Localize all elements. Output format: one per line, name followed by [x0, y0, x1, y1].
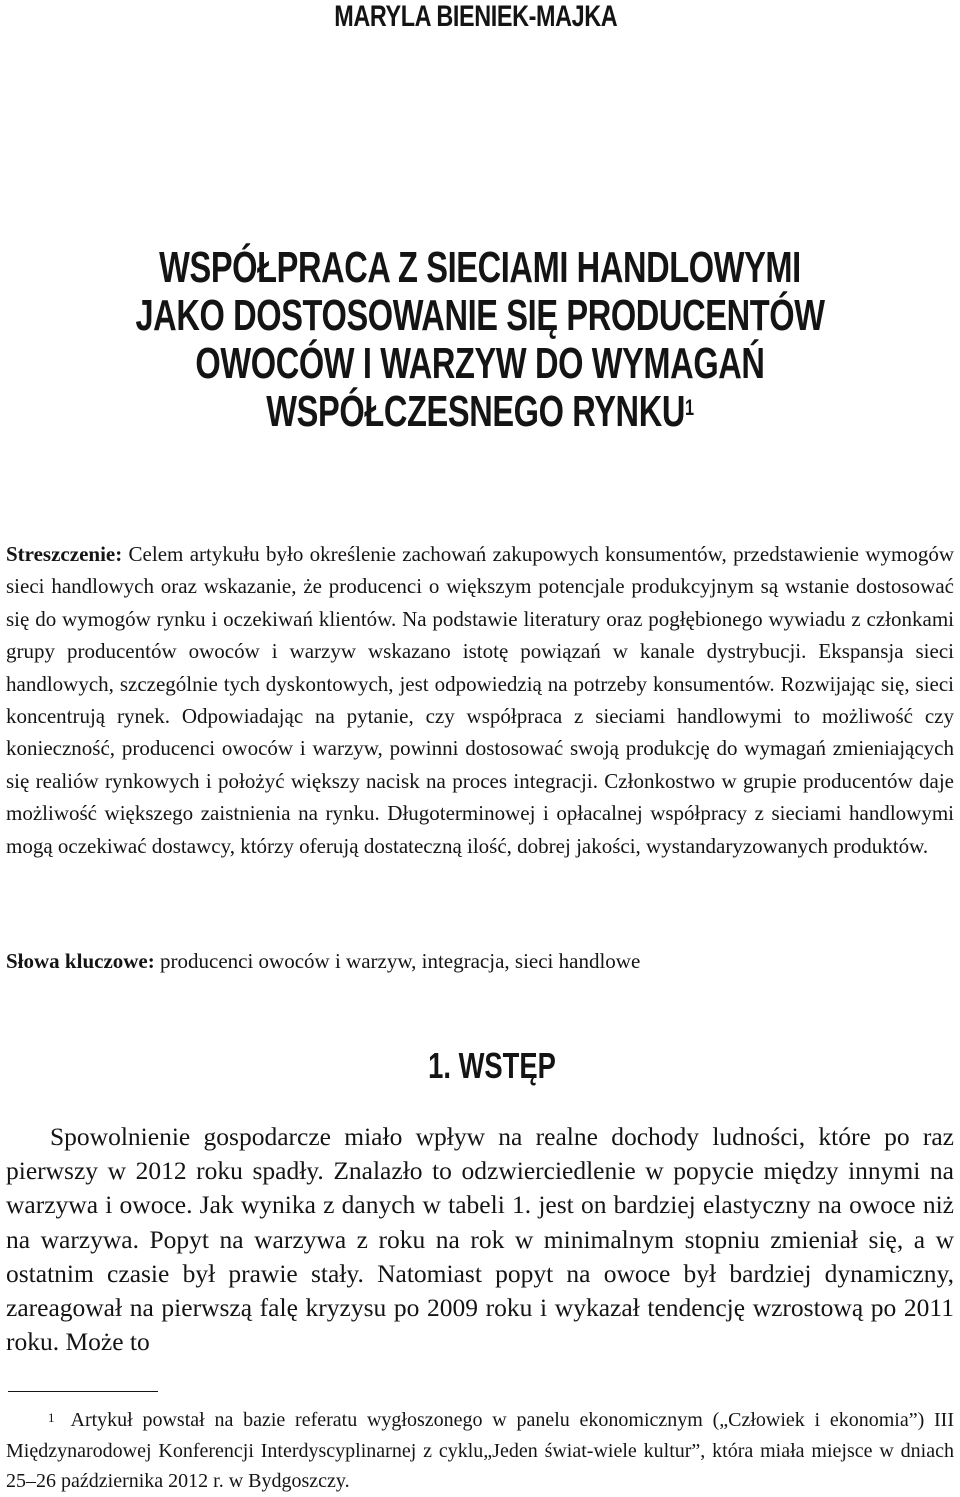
abstract [6, 538, 954, 862]
title-line-3: OWOCÓW I WARZYW DO WYMAGAŃ [195, 339, 765, 388]
title-line-4 [125, 388, 835, 436]
footnote [6, 1405, 954, 1497]
article-title [0, 244, 960, 436]
footnote-mark: 1 [48, 1410, 55, 1425]
body-paragraph: Spowolnienie gospodarcze miało wpływ na realne dochody ludności, które po raz pierwszy w 2012 roku spadły. Znalazło to odzwierciedlenie w popycie między innymi na warzywa i owoce. Jak wynika z danych w tabeli 1. jest on bardziej elastyczny na owoce niż na warzywa. Popyt na warzywa z roku na rok w minimalnym stopniu zmieniał się, a w ostatnim czasie był prawie stały. Natomiast popyt na owoce był bardziej dynamiczny, zareagował na pierwszą falę kryzysu po 2009 roku i wykazał tendencję wzrostową po 2011 roku. Może to [6, 1122, 954, 1357]
footnote-divider [8, 1391, 158, 1392]
author-name: MARYLA BIENIEK-MAJKA [334, 0, 618, 33]
title-line-1: WSPÓŁPRACA Z SIECIAMI HANDLOWYMI [159, 243, 801, 292]
abstract-label: Streszczenie: [6, 542, 123, 566]
section-heading-text: 1. WSTĘP [428, 1045, 556, 1086]
keywords [6, 945, 954, 977]
title-line-4-text: WSPÓŁCZESNEGO RYNKU [266, 387, 685, 436]
footnote-text: Artykuł powstał na bazie referatu wygłoszonego w panelu ekonomicznym („Człowiek i ekonomia”) III Międzynarodowej Konferencji Interdyscyplinarnej z cyklu„Jeden świat-wiele kultur”, która miała miejsce w dniach 25–26 października 2012 r. w Bydgoszczy. [6, 1409, 954, 1492]
keywords-text: producenci owoców i warzyw, integracja, sieci handlowe [160, 949, 641, 973]
title-line-2: JAKO DOSTOSOWANIE SIĘ PRODUCENTÓW [135, 291, 825, 340]
abstract-text: Celem artykułu było określenie zachowań zakupowych konsumentów, przedstawienie wymogów sieci handlowych oraz wskazanie, że producenci o większym potencjale produkcyjnym są wstanie dostosować się do wymogów rynku i oczekiwań klientów. Na podstawie literatury oraz pogłębionego wywiadu z członkami grupy producentów owoców i warzyw wskazano istotę powiązań w kanale dystrybucji. Ekspansja sieci handlowych, szczególnie tych dyskontowych, jest odpowiedzią na potrzeby konsumentów. Rozwijając się, sieci koncentrują rynek. Odpowiadając na pytanie, czy współpraca z sieciami handlowymi to możliwość czy konieczność, producenci owoców i warzyw, powinni dostosować swoją produkcję do wymagań zmieniających się realiów rynkowych i położyć większy nacisk na proces integracji. Członkostwo w grupie producentów daje możliwość większego zaistnienia na rynku. Długoterminowej i opłacalnej współpracy z sieciami handlowymi mogą oczekiwać dostawcy, którzy oferują dostateczną ilość, dobrej jakości, wystandaryzowanych produktów. [6, 542, 954, 858]
keywords-label: Słowa kluczowe: [6, 949, 155, 973]
section-heading [0, 1046, 960, 1086]
title-footnote-mark: 1 [684, 395, 694, 420]
